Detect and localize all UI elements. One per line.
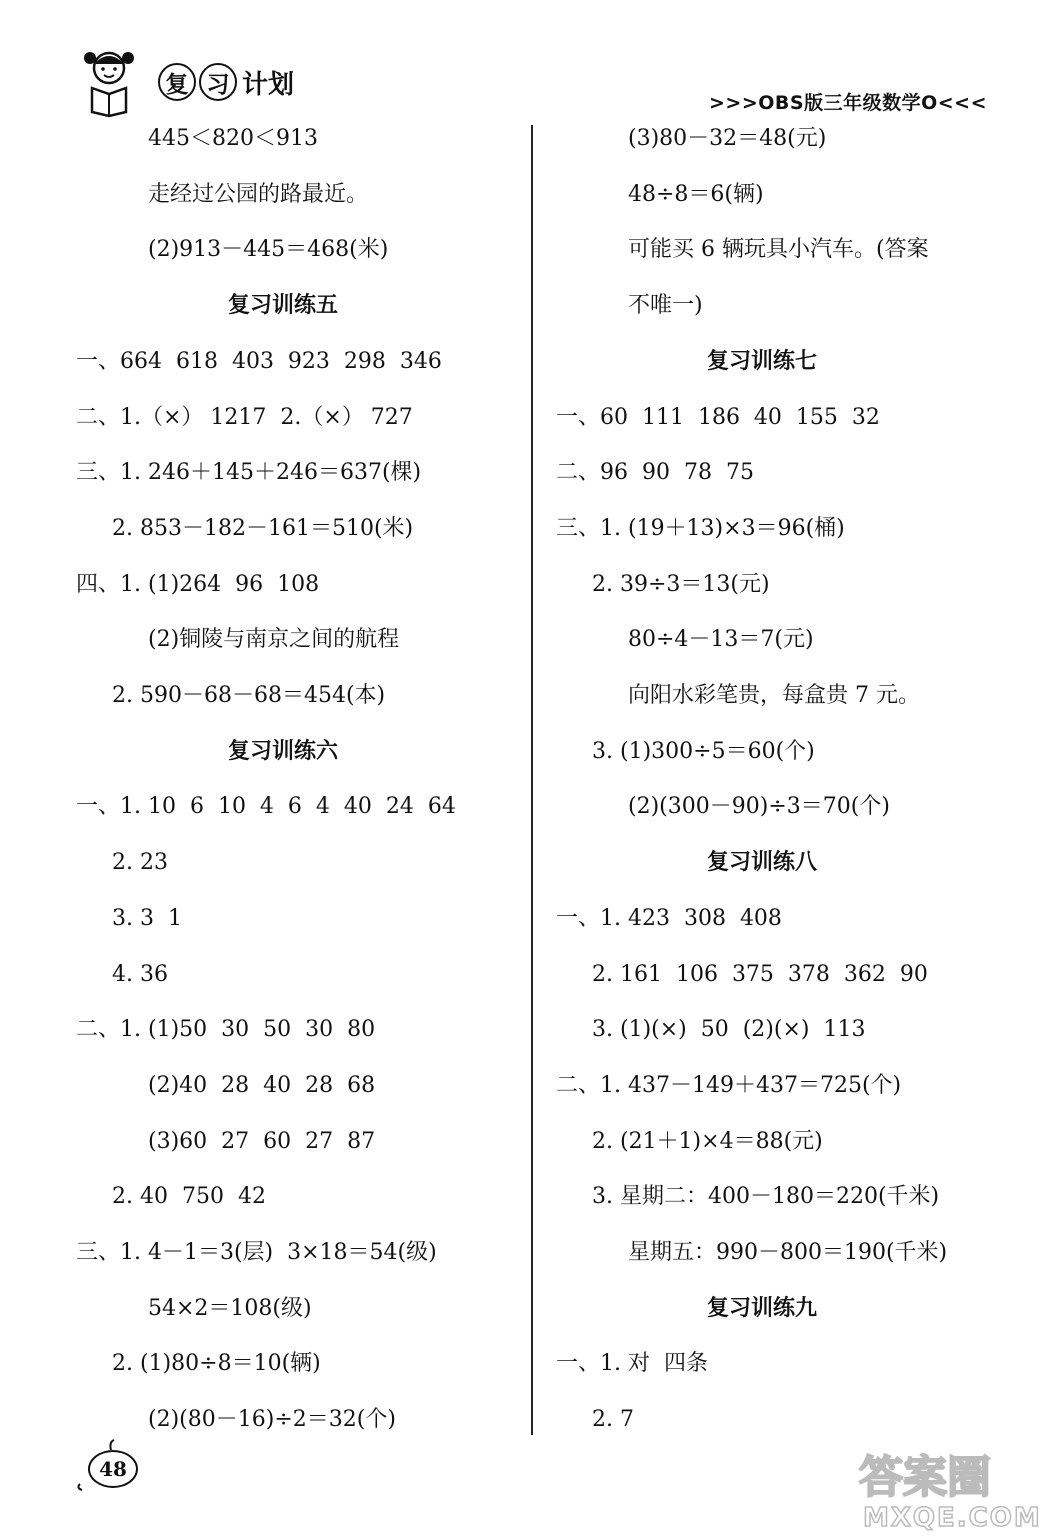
answer-line: (2)铜陵与南京之间的航程 (148, 627, 400, 653)
section-heading: 复习训练七 (707, 348, 818, 374)
answer-line: (3)60 27 60 27 87 (148, 1128, 376, 1154)
section-heading: 复习训练九 (707, 1295, 818, 1321)
answer-line: (2)40 28 40 28 68 (148, 1072, 376, 1098)
answer-line: 3. 3 1 (112, 905, 182, 931)
page-number-badge (74, 1440, 148, 1492)
answer-line: 三、1. (19＋13)×3＝96(桶) (556, 515, 845, 541)
answer-line: 2. 40 750 42 (112, 1184, 266, 1210)
answer-line: (2)(300－90)÷3＝70(个) (628, 794, 890, 820)
answer-line: 2. 161 106 375 378 362 90 (592, 961, 928, 987)
brand-title (158, 62, 294, 102)
section-heading: 复习训练五 (228, 293, 339, 319)
answer-line: 2. (21＋1)×4＝88(元) (592, 1128, 823, 1154)
answer-line: 三、1. 246＋145＋246＝637(棵) (76, 460, 422, 486)
section-heading: 复习训练六 (228, 738, 339, 764)
answer-line: 2. 39÷3＝13(元) (592, 571, 770, 597)
answer-line: 二、1.（×） 1217 2.（×） 727 (76, 404, 413, 430)
answer-line: 一、1. 10 6 10 4 6 4 40 24 64 (76, 794, 456, 820)
answer-line: 80÷4－13＝7(元) (628, 627, 814, 653)
answer-line: 可能买 6 辆玩具小汽车。(答案 (628, 237, 929, 263)
answer-line: 2. 7 (592, 1407, 634, 1433)
answer-line: 3. 星期二：400－180＝220(千米) (592, 1184, 940, 1210)
answer-line: 4. 36 (112, 961, 168, 987)
series-label: >>>OBS版三年级数学O<<< (709, 92, 987, 114)
section-heading: 复习训练八 (707, 850, 818, 876)
page-header (0, 0, 1043, 125)
column-divider (531, 125, 533, 1435)
answer-line: 445＜820＜913 (148, 126, 318, 151)
answer-line: 三、1. 4－1＝3(层) 3×18＝54(级) (76, 1240, 437, 1265)
answer-line: 向阳水彩笔贵，每盒贵 7 元。 (628, 683, 920, 708)
brand-char-1: 复 (158, 63, 196, 101)
answer-line: 2. 853－182－161＝510(米) (112, 515, 414, 541)
answer-line: 一、664 618 403 923 298 346 (76, 348, 442, 374)
answer-line: 星期五：990－800＝190(千米) (628, 1240, 948, 1265)
answer-line: 54×2＝108(级) (148, 1295, 312, 1321)
answer-line: 四、1. (1)264 96 108 (76, 571, 320, 597)
watermark-url: MXQE.COM (863, 1503, 1042, 1533)
answer-line: (2)(80－16)÷2＝32(个) (148, 1407, 396, 1433)
answer-line: 2. (1)80÷8＝10(辆) (112, 1351, 321, 1377)
page-number: 48 (88, 1450, 138, 1488)
answer-line: 一、60 111 186 40 155 32 (556, 404, 880, 430)
brand-char-3: 计划 (242, 69, 295, 100)
answer-line: 二、1. 437－149＋437＝725(个) (556, 1072, 902, 1098)
answer-line: 不唯一) (628, 293, 703, 319)
answer-line: 2. 23 (112, 850, 168, 876)
brand-char-2: 习 (199, 63, 237, 101)
answer-line: (3)80－32＝48(元) (628, 126, 827, 151)
answer-line: 走经过公园的路最近。 (148, 181, 369, 207)
answer-line: 2. 590－68－68＝454(本) (112, 683, 386, 708)
answer-line: 二、96 90 78 75 (556, 460, 754, 486)
answer-line: 48÷8＝6(辆) (628, 181, 764, 207)
answer-line: 二、1. (1)50 30 50 30 80 (76, 1017, 376, 1043)
watermark-text: 答案圈 (859, 1452, 991, 1503)
answer-line: 3. (1)(×) 50 (2)(×) 113 (592, 1017, 866, 1043)
answer-line: 3. (1)300÷5＝60(个) (592, 738, 815, 764)
answer-line: 一、1. 对 四条 (556, 1351, 708, 1377)
answer-line: 一、1. 423 308 408 (556, 905, 782, 931)
reading-girl-icon (78, 46, 140, 116)
answer-line: (2)913－445＝468(米) (148, 237, 389, 263)
watermark-logo (853, 1444, 1042, 1533)
